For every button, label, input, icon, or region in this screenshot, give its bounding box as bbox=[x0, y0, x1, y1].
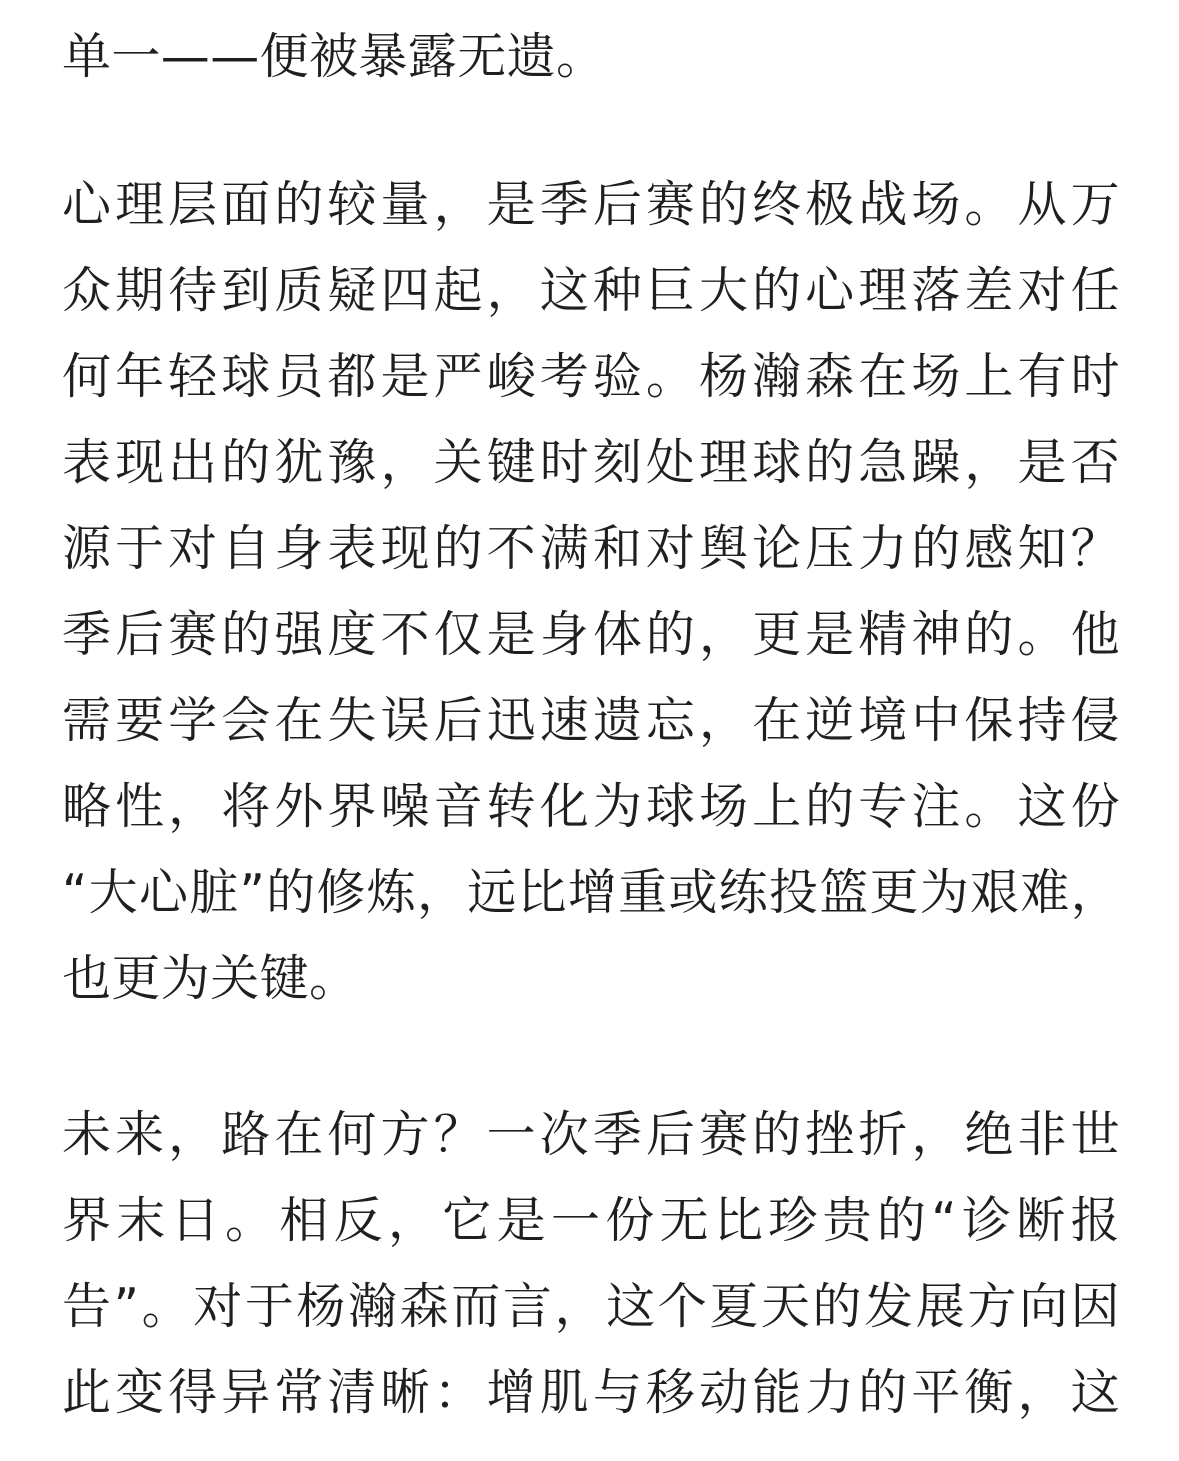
paragraph-2-line-9: “大心脏”的修炼，远比增重或练投篮更为艰难， bbox=[62, 864, 1120, 921]
paragraph-3-line-4: 此变得异常清晰：增肌与移动能力的平衡，这 bbox=[62, 1364, 1120, 1421]
paragraph-2-line-4: 表现出的犹豫，关键时刻处理球的急躁，是否 bbox=[62, 434, 1120, 491]
paragraph-2-line-6: 季后赛的强度不仅是身体的，更是精神的。他 bbox=[62, 606, 1120, 663]
paragraph-3-line-2: 界末日。相反，它是一份无比珍贵的“诊断报 bbox=[62, 1192, 1120, 1249]
paragraph-2-line-3: 何年轻球员都是严峻考验。杨瀚森在场上有时 bbox=[62, 348, 1120, 405]
paragraph-2-line-8: 略性，将外界噪音转化为球场上的专注。这份 bbox=[62, 778, 1120, 835]
paragraph-2-line-2: 众期待到质疑四起，这种巨大的心理落差对任 bbox=[62, 262, 1120, 319]
paragraph-1-line-1: 单一——便被暴露无遗。 bbox=[62, 28, 606, 85]
paragraph-2-line-1: 心理层面的较量，是季后赛的终极战场。从万 bbox=[62, 176, 1120, 233]
paragraph-3-line-1: 未来，路在何方？一次季后赛的挫折，绝非世 bbox=[62, 1106, 1120, 1163]
paragraph-3-line-3: 告”。对于杨瀚森而言，这个夏天的发展方向因 bbox=[62, 1278, 1120, 1335]
paragraph-2-line-7: 需要学会在失误后迅速遗忘，在逆境中保持侵 bbox=[62, 692, 1120, 749]
paragraph-2-line-10: 也更为关键。 bbox=[62, 950, 359, 1007]
paragraph-2-line-5: 源于对自身表现的不满和对舆论压力的感知？ bbox=[62, 520, 1120, 577]
